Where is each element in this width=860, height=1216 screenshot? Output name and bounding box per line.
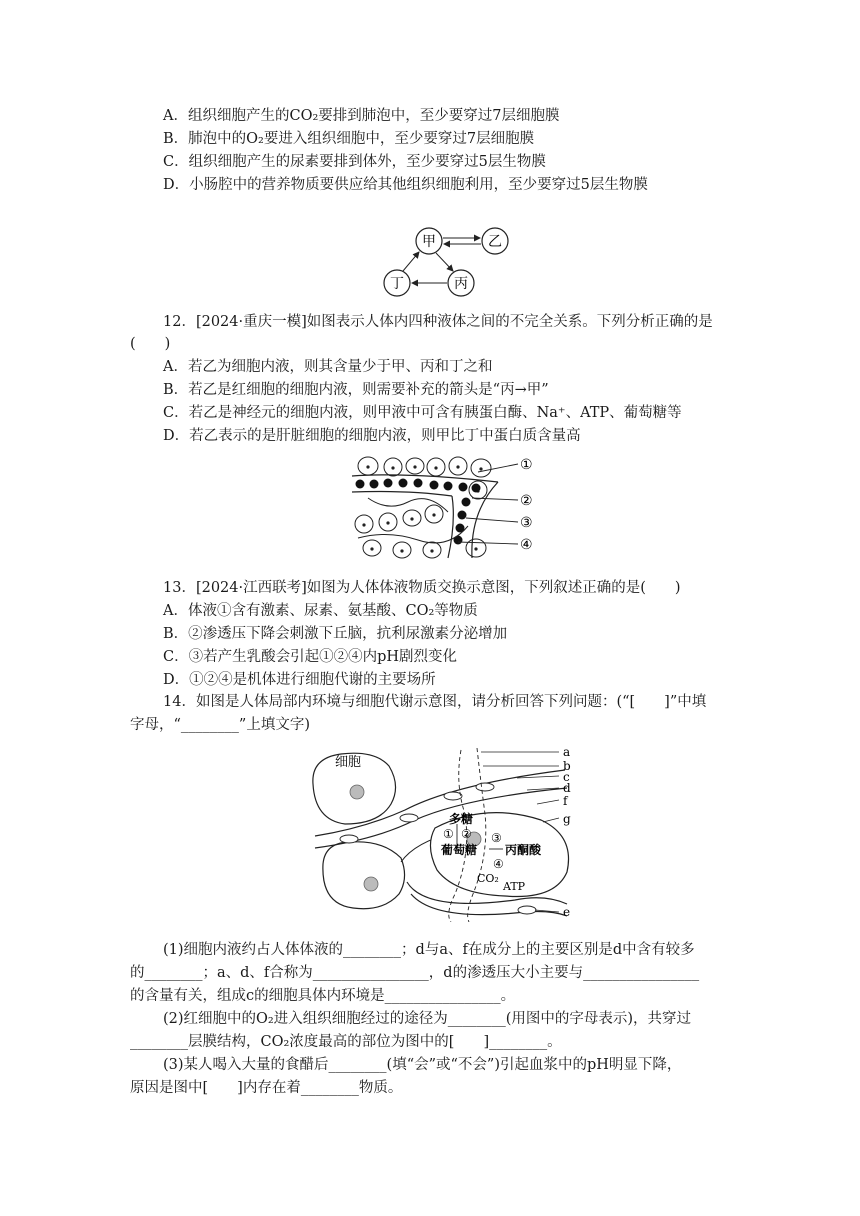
- co2-label: CO₂: [477, 872, 499, 885]
- q14-line-2: 的________；a、d、f合称为________________，d的渗透压大小主要与________________: [130, 965, 700, 981]
- atp-label: ATP: [503, 880, 526, 893]
- n3-label: ③: [491, 831, 502, 845]
- polysaccharide-label: 多糖: [449, 812, 474, 826]
- letter-b: b: [563, 759, 571, 773]
- q11-option-d: D．小肠腔中的营养物质要供应给其他组织细胞利用，至少要穿过5层生物膜: [163, 177, 648, 193]
- letter-c: c: [563, 770, 570, 784]
- q14-line-3: 的含量有关，组成c的细胞具体内环境是________________。: [130, 988, 516, 1004]
- n4-label: ④: [493, 857, 504, 871]
- q13-option-a: A．体液①含有激素、尿素、氨基酸、CO₂等物质: [163, 603, 478, 619]
- cell-label: 细胞: [335, 755, 362, 770]
- q14-line-1: (1)细胞内液约占人体体液的________；d与a、f在成分上的主要区别是d中含有较多: [163, 942, 695, 958]
- label-1: ①: [520, 457, 533, 473]
- q14-line-6: (3)某人喝入大量的食醋后________(填“会”或“不会”)引起血浆中的pH明显下降，: [163, 1057, 682, 1073]
- n2-label: ②: [461, 827, 472, 841]
- q11-option-a: A．组织细胞产生的CO₂要排到肺泡中，至少要穿过7层细胞膜: [163, 108, 560, 124]
- letter-d: d: [563, 781, 571, 795]
- q12-stem: 12．[2024·重庆一模]如图表示人体内四种液体之间的不完全关系。下列分析正确的是: [163, 314, 713, 330]
- label-3: ③: [520, 515, 533, 531]
- q12-option-a: A．若乙为细胞内液，则其含量少于甲、丙和丁之和: [163, 359, 493, 375]
- letter-e: e: [563, 905, 571, 919]
- q14-line-4: (2)红细胞中的O₂进入组织细胞经过的途径为________(用图中的字母表示)，共穿过: [163, 1011, 692, 1027]
- q13-option-b: B．②渗透压下降会刺激下丘脑，抗利尿激素分泌增加: [163, 626, 508, 642]
- q11-option-c: C．组织细胞产生的尿素要排到体外，至少要穿过5层生物膜: [163, 154, 546, 170]
- letter-a: a: [563, 745, 571, 759]
- node-yi: 乙: [488, 234, 502, 250]
- fluid-relationship-diagram: [375, 222, 520, 298]
- label-2: ②: [520, 493, 533, 509]
- q12-option-d: D．若乙表示的是肝脏细胞的细胞内液，则甲比丁中蛋白质含量高: [163, 428, 581, 444]
- n1-label: ①: [443, 827, 454, 841]
- q12-answer-bracket: ( ): [130, 336, 171, 352]
- q14-line-7: 原因是图中[ ]内存在着________物质。: [130, 1080, 403, 1096]
- node-bing: 丙: [454, 276, 468, 292]
- tissue-exchange-diagram: [348, 452, 543, 562]
- node-ding: 丁: [390, 276, 404, 292]
- q13-option-c: C．③若产生乳酸会引起①②④内pH剧烈变化: [163, 649, 458, 665]
- node-jia: 甲: [422, 234, 436, 250]
- glucose-label: 葡萄糖: [441, 843, 478, 857]
- q13-option-d: D．①②④是机体进行细胞代谢的主要场所: [163, 672, 436, 688]
- q11-option-b: B．肺泡中的O₂要进入组织细胞中，至少要穿过7层细胞膜: [163, 131, 535, 147]
- pyruvate-label: 丙酮酸: [505, 843, 542, 857]
- letter-g: g: [563, 812, 571, 826]
- q13-stem: 13．[2024·江西联考]如图为人体体液物质交换示意图，下列叙述正确的是( ): [163, 580, 681, 596]
- q14-line-5: ________层膜结构，CO₂浓度最高的部位为图中的[ ]________。: [130, 1034, 562, 1050]
- q12-option-c: C．若乙是神经元的细胞内液，则甲液中可含有胰蛋白酶、Na⁺、ATP、葡萄糖等: [163, 405, 682, 421]
- local-environment-diagram: [305, 744, 585, 922]
- q14-stem: 14．如图是人体局部内环境与细胞代谢示意图，请分析回答下列问题：(“[ ]”中填: [163, 694, 707, 710]
- letter-f: f: [563, 794, 568, 808]
- label-4: ④: [520, 537, 533, 553]
- q14-stem-cont: 字母，“________”上填文字): [130, 717, 310, 733]
- q12-option-b: B．若乙是红细胞的细胞内液，则需要补充的箭头是“丙→甲”: [163, 382, 549, 398]
